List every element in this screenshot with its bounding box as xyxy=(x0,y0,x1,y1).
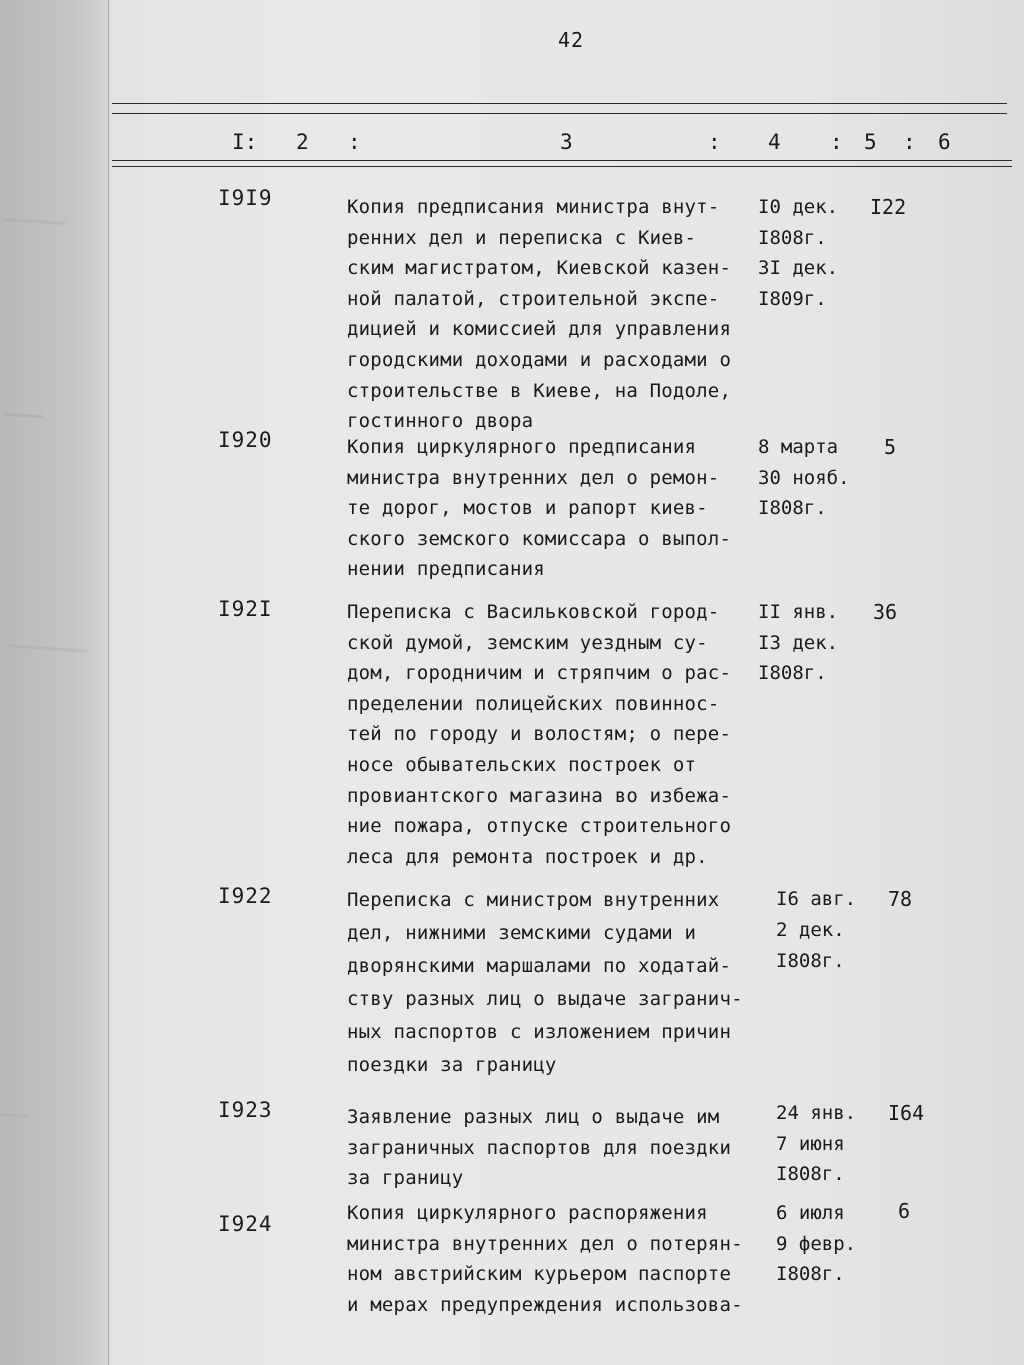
description-line: поездки за границу xyxy=(347,1054,557,1076)
header-col-4: 4 xyxy=(768,130,781,154)
description-line: Переписка с Васильковской город- xyxy=(347,601,720,623)
entry-dates xyxy=(776,884,856,977)
description-line: Переписка с министром внутренних xyxy=(347,889,720,911)
description-line: Копия циркулярного распоряжения xyxy=(347,1202,708,1224)
bleed-mark xyxy=(3,389,45,419)
description-line: ном австрийским курьером паспорте xyxy=(347,1263,732,1286)
header-separator: : xyxy=(830,130,843,154)
description-line: ским магистратом, Киевской казен- xyxy=(347,257,732,280)
column-header-row xyxy=(0,130,1024,160)
entry-number: I923 xyxy=(218,1098,273,1122)
description-line: ных паспортов с изложением причин xyxy=(347,1021,732,1043)
header-separator: : xyxy=(708,130,721,154)
page-number: 42 xyxy=(558,28,585,52)
date-line: I3 дек. xyxy=(758,631,839,654)
date-line: I809г. xyxy=(758,287,827,310)
description-line: Копия предписания министра внут- xyxy=(347,196,720,218)
description-line: городскими доходами и расходами о xyxy=(347,348,732,371)
date-line: 24 янв. xyxy=(776,1102,857,1124)
description-line: Копия циркулярного предписания xyxy=(347,436,697,458)
bleed-mark xyxy=(5,194,67,225)
header-col-2: 2 xyxy=(296,130,309,154)
entry-sheet-count: 6 xyxy=(898,1199,911,1223)
header-top-rule-thin xyxy=(112,113,1007,114)
entry-sheet-count: I64 xyxy=(888,1101,925,1125)
entry-dates xyxy=(776,1098,856,1190)
entry-dates xyxy=(758,432,850,524)
entry-description xyxy=(347,1198,767,1320)
entry-description xyxy=(347,884,767,1082)
header-col-5: 5 xyxy=(864,130,877,154)
date-line: 6 июля xyxy=(776,1202,845,1224)
description-line: ной палатой, строительной экспе- xyxy=(347,287,720,310)
description-line: ние пожара, отпуске строительного xyxy=(347,815,732,838)
date-line: II янв. xyxy=(758,601,839,623)
date-line: I808г. xyxy=(758,662,827,685)
description-line: министра внутренних дел о потерян- xyxy=(347,1232,743,1255)
header-bottom-rule xyxy=(112,160,1012,161)
description-line: леса для ремонта построек и др. xyxy=(347,845,708,868)
date-line: 2 дек. xyxy=(776,919,845,941)
description-line: дел, нижними земскими судами и xyxy=(347,922,697,944)
entry-number: I920 xyxy=(218,428,273,452)
date-line: I808г. xyxy=(776,950,845,972)
entry-sheet-count: 5 xyxy=(884,435,897,459)
header-separator: : xyxy=(348,130,361,154)
date-line: 8 марта xyxy=(758,436,839,458)
description-line: дворянскими маршалами по ходатай- xyxy=(347,955,732,977)
description-line: министра внутренних дел о ремон- xyxy=(347,466,720,489)
header-col-6: 6 xyxy=(938,130,951,154)
entry-description xyxy=(347,192,767,437)
description-line: ренних дел и переписка с Киев- xyxy=(347,226,697,249)
entry-number: I924 xyxy=(218,1212,273,1236)
header-separator: : xyxy=(903,130,916,154)
header-top-rule xyxy=(112,103,1007,104)
entry-number: I92I xyxy=(218,597,273,621)
description-line: Заявление разных лиц о выдаче им xyxy=(347,1106,720,1128)
date-line: I808г. xyxy=(776,1263,845,1286)
header-col-1: I: xyxy=(232,130,258,154)
bleed-mark xyxy=(0,1091,31,1118)
entry-number: I922 xyxy=(218,884,273,908)
description-line: гостинного двора xyxy=(347,410,534,433)
description-line: дицией и комиссией для управления xyxy=(347,318,732,341)
entry-number: I9I9 xyxy=(218,186,273,210)
entry-sheet-count: 78 xyxy=(888,887,913,911)
date-line: I808г. xyxy=(758,497,827,520)
entry-dates xyxy=(758,192,838,314)
entry-description xyxy=(347,432,767,585)
description-line: нении предписания xyxy=(347,558,545,581)
entry-description xyxy=(347,1102,767,1194)
date-line: 7 июня xyxy=(776,1132,845,1155)
date-line: 30 нояб. xyxy=(758,466,850,489)
date-line: I808г. xyxy=(776,1163,845,1186)
date-line: I808г. xyxy=(758,226,827,249)
entry-sheet-count: I22 xyxy=(870,195,907,219)
entry-description xyxy=(347,597,767,872)
description-line: те дорог, мостов и рапорт киев- xyxy=(347,497,708,520)
date-line: I6 авг. xyxy=(776,888,857,910)
entry-sheet-count: 36 xyxy=(873,600,898,624)
header-bottom-rule-thick xyxy=(112,166,1012,167)
description-line: ству разных лиц о выдаче загранич- xyxy=(347,988,743,1010)
header-col-3: 3 xyxy=(560,130,573,154)
description-line: провиантского магазина во избежа- xyxy=(347,784,732,807)
date-line: I0 дек. xyxy=(758,196,839,218)
description-line: тей по городу и волостям; о пере- xyxy=(347,723,732,746)
entry-dates xyxy=(758,597,838,689)
description-line: ской думой, земским уездным су- xyxy=(347,631,708,654)
description-line: заграничных паспортов для поездки xyxy=(347,1136,732,1159)
date-line: 9 февр. xyxy=(776,1232,857,1255)
description-line: носе обывательских построек от xyxy=(347,753,697,776)
description-line: пределении полицейских повиннос- xyxy=(347,692,720,715)
date-line: 3I дек. xyxy=(758,257,839,280)
description-line: дом, городничим и стряпчим о рас- xyxy=(347,662,732,685)
description-line: строительстве в Киеве, на Подоле, xyxy=(347,379,732,402)
description-line: ского земского комиссара о выпол- xyxy=(347,527,732,550)
description-line: и мерах предупреждения использова- xyxy=(347,1293,743,1316)
description-line: за границу xyxy=(347,1167,464,1190)
entry-dates xyxy=(776,1198,856,1290)
